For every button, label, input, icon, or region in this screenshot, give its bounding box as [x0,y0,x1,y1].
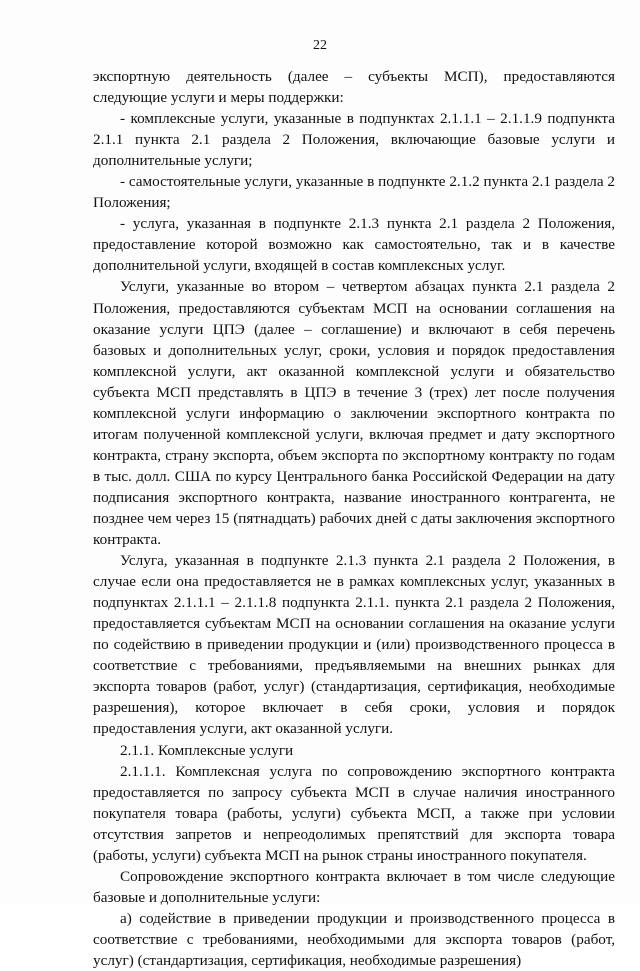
paragraph-standalone-services-item: - самостоятельные услуги, указанные в подпункте 2.1.2 пункта 2.1 раздела 2 Положения; [93,173,615,212]
paragraph-support-includes: Сопровождение экспортного контракта включает в том числе следующие базовые и дополнительные услуги: [93,867,615,906]
page-number: 22 [313,38,327,53]
paragraph-service-2-1-3-agreement: Услуга, указанная в подпункте 2.1.3 пункта 2.1 раздела 2 Положения, в случае если она предоставляется не в рамках комплексных услуг, указанных в подпунктах 2.1.1.1 – 2.1.1.8 подпункта 2.1.1. пункта 2.1 раздела 2 Положения, предоставляется субъектам МСП на основании соглашения на оказание услуги по содействию в приведении продукции и (или) производственного процесса в соответствие с требованиями, предъявляемыми на внешних рынках для экспорта товаров (работ, услуг) (стандартизация, сертификация, необходимые разрешения), которое включает в себя сроки, условия и порядок предоставления услуги, акт оказанной услуги. [93,552,615,738]
paragraph-continuation: экспортную деятельность (далее – субъекты МСП), предоставляются следующие услуги и меры поддержки: [93,68,615,107]
paragraph-services-agreement: Услуги, указанные во втором – четвертом абзацах пункта 2.1 раздела 2 Положения, предоставляются субъектам МСП на основании соглашения на оказание услуги ЦПЭ (далее – соглашение) и включают в себя перечень базовых и дополнительных услуг, сроки, условия и порядок предоставления комплексной услуги, акт оказанной комплексной услуги и обязательство субъекта МСП представлять в ЦПЭ в течение 3 (трех) лет после получения комплексной услуги информацию о заключении экспортного контракта по итогам полученной комплексной услуги, включая предмет и дату экспортного контракта, страну экспорта, объем экспорта по экспортному контракту по годам в тыс. долл. США по курсу Центрального банка Российской Федерации на дату подписания экспортного контракта, название иностранного контрагента, не позднее чем через 15 (пятнадцать) рабочих дней с даты заключения экспортного контракта. [93,278,615,549]
paragraph-complex-services-item: - комплексные услуги, указанные в подпунктах 2.1.1.1 – 2.1.1.9 подпункта 2.1.1 пункта 2.1 раздела 2 Положения, включающие базовые услуги и дополнительные услуги; [93,110,615,170]
paragraph-item-a: а) содействие в приведении продукции и производственного процесса в соответствие с требованиями, необходимыми для экспорта товаров (работ, услуг) (стандартизация, сертификация, необходимые разрешения) [93,909,615,969]
paragraph-service-2-1-3-item: - услуга, указанная в подпункте 2.1.3 пункта 2.1 раздела 2 Положения, предоставление которой возможно как самостоятельно, так и в качестве дополнительной услуги, входящей в состав комплексных услуг. [93,215,615,275]
document-body [93,66,615,971]
section-heading-2-1-1: 2.1.1. Комплексные услуги [120,741,294,759]
paragraph-2-1-1-1: 2.1.1.1. Комплексная услуга по сопровождению экспортного контракта предоставляется по запросу субъекта МСП в случае наличия иностранного покупателя товара (работы, услуги) субъекта МСП, а также при условии отсутствия запретов и непреодолимых препятствий для экспорта товара (работы, услуги) субъекта МСП на рынок страны иностранного покупателя. [93,762,615,864]
